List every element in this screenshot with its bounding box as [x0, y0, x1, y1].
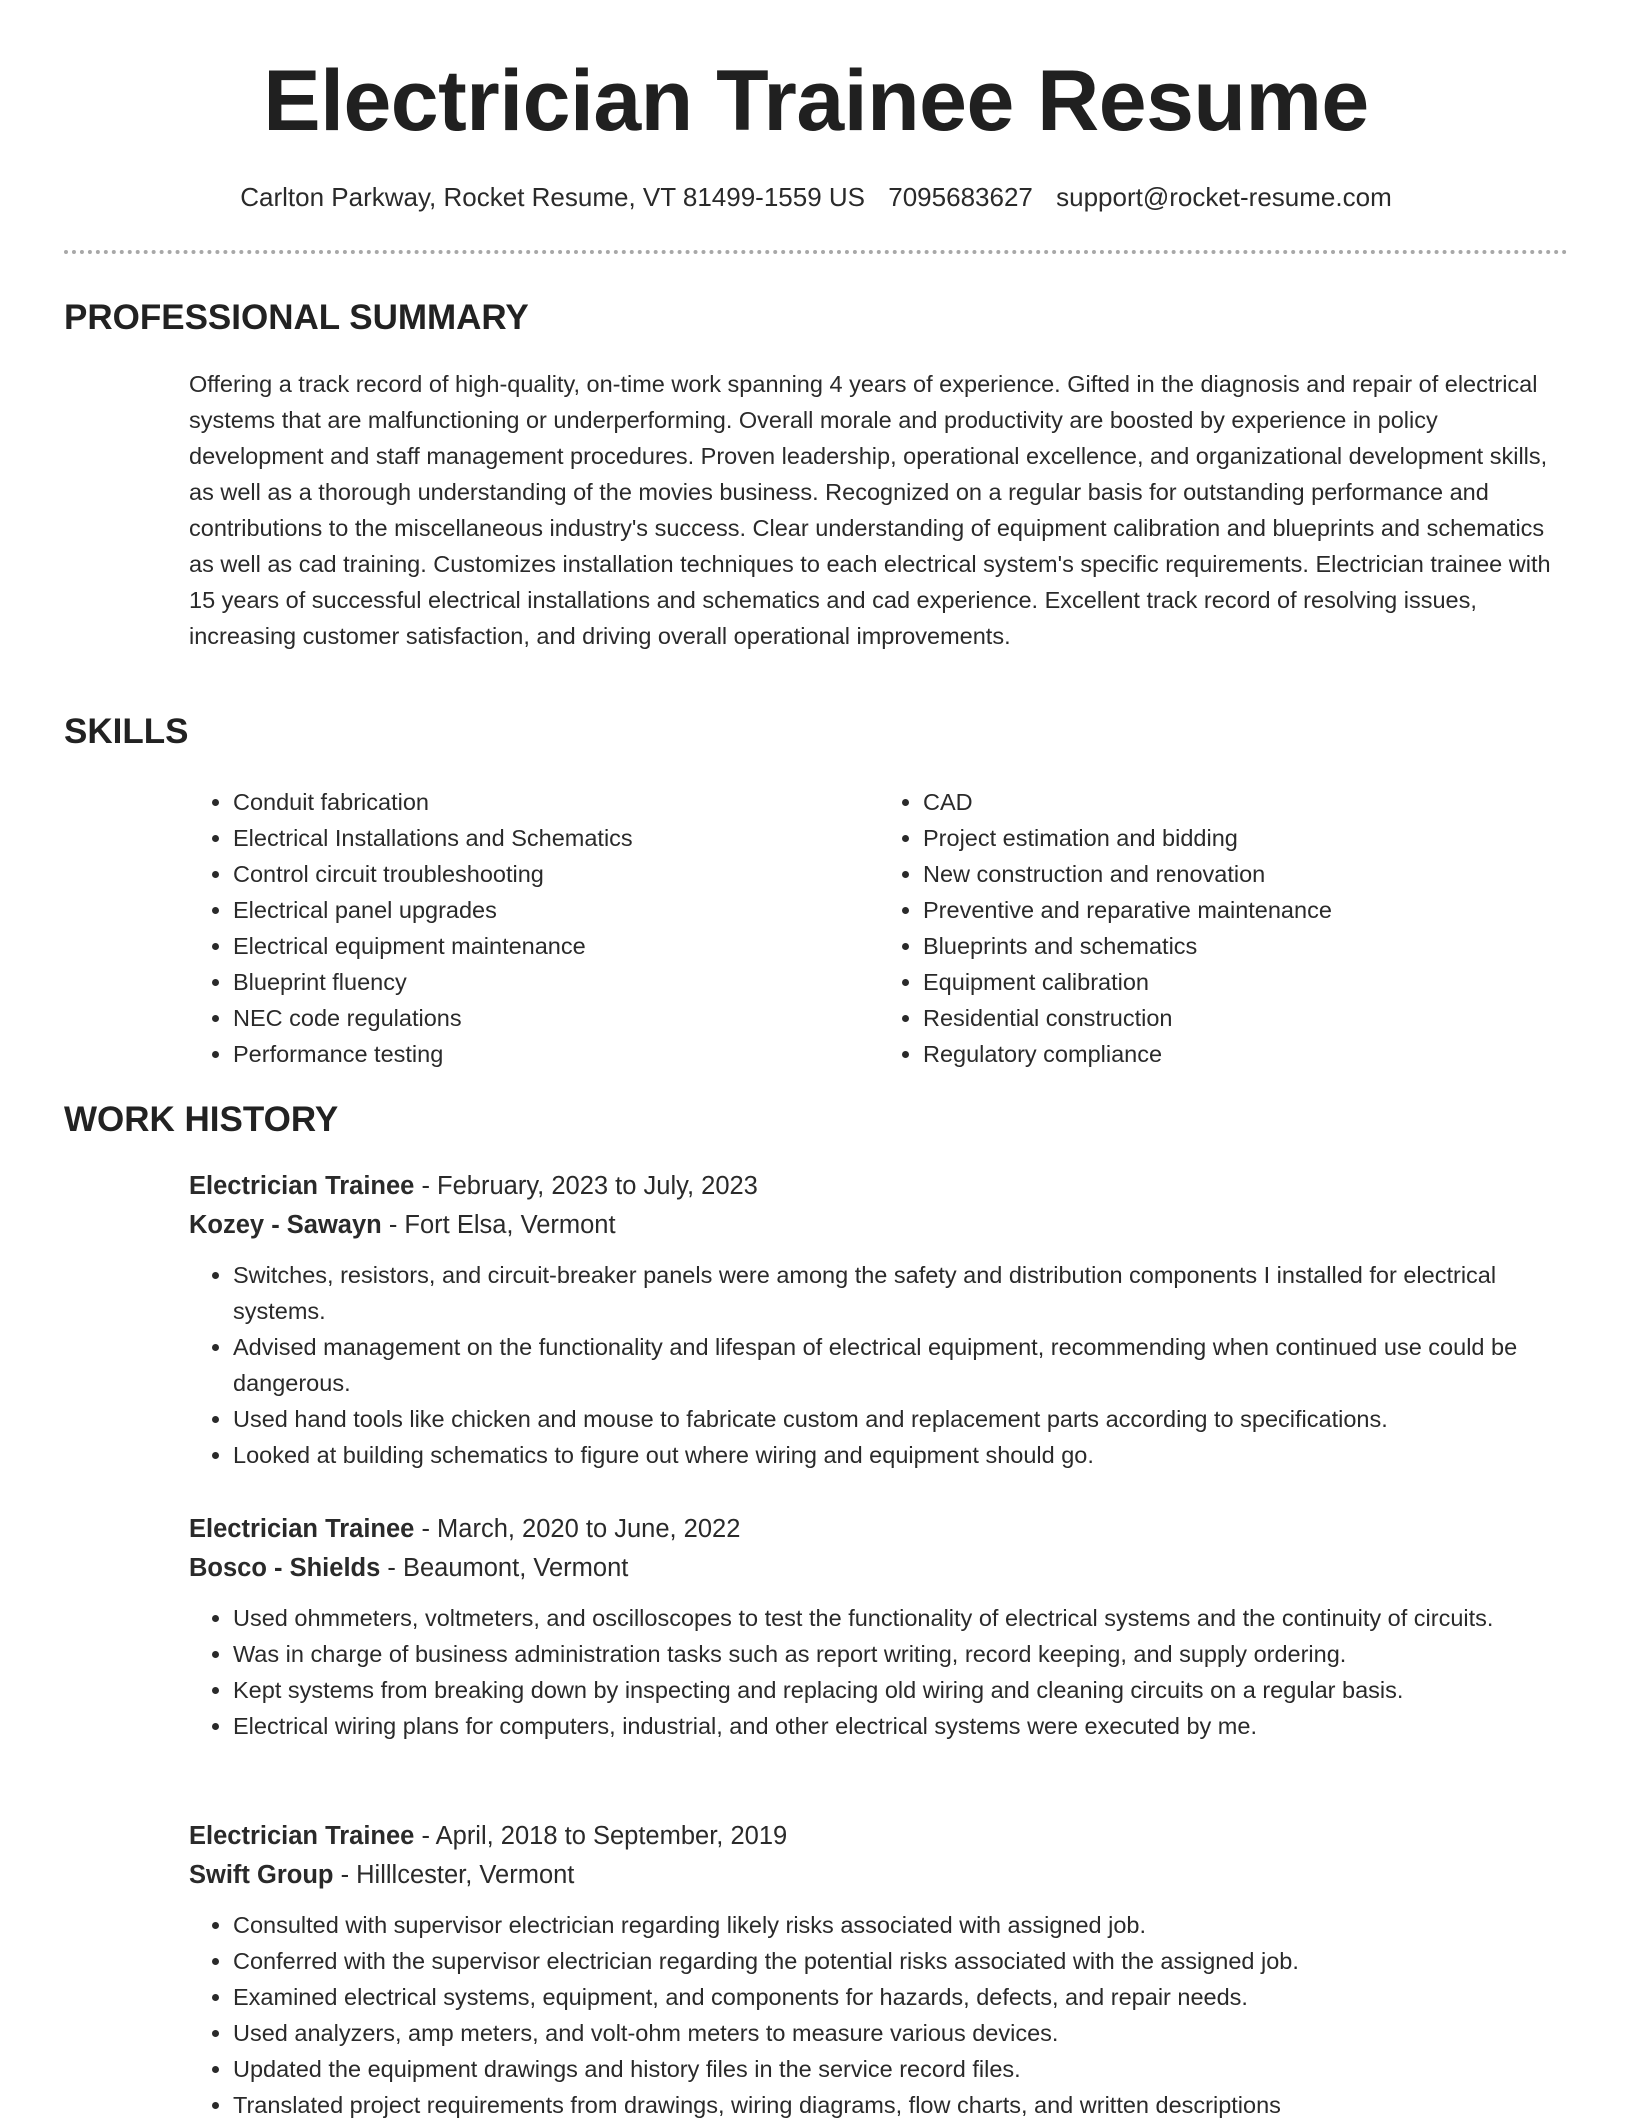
- summary-heading: PROFESSIONAL SUMMARY: [64, 298, 529, 337]
- job-dates: - March, 2020 to June, 2022: [414, 1515, 741, 1543]
- skill-item: • Regulatory compliance: [923, 1036, 1569, 1072]
- job-duty: • Used analyzers, amp meters, and volt-ohm meters to measure various devices.: [233, 2015, 1569, 2051]
- job-dates: - February, 2023 to July, 2023: [414, 1172, 758, 1200]
- job-location: - Beaumont, Vermont: [380, 1554, 629, 1582]
- job-company: Swift Group: [189, 1861, 334, 1889]
- skill-item: • Blueprints and schematics: [923, 928, 1569, 964]
- contact-address: Carlton Parkway, Rocket Resume, VT 81499-1559 US: [240, 182, 866, 212]
- job-duty: • Advised management on the functionality and lifespan of electrical equipment, recommending when continued use could be dangerous.: [233, 1329, 1569, 1401]
- work-history-heading: WORK HISTORY: [64, 1100, 339, 1139]
- job-company: Bosco - Shields: [189, 1554, 381, 1582]
- job-duty: • Kept systems from breaking down by inspecting and replacing old wiring and cleaning circuits on a regular basis.: [233, 1672, 1569, 1708]
- job-duty: • Examined electrical systems, equipment, and components for hazards, defects, and repair needs.: [233, 1979, 1569, 2015]
- skill-item: • CAD: [923, 784, 1569, 820]
- skill-item: • New construction and renovation: [923, 856, 1569, 892]
- job-duty: • Looked at building schematics to figure out where wiring and equipment should go.: [233, 1437, 1569, 1473]
- header-divider: [64, 250, 1568, 254]
- skill-item: • NEC code regulations: [233, 1000, 879, 1036]
- job-company: Kozey - Sawayn: [189, 1211, 382, 1239]
- job-duties: [189, 1257, 1569, 1473]
- job-entry: [189, 1817, 1569, 2123]
- job-location: - Fort Elsa, Vermont: [381, 1211, 616, 1239]
- job-title-line: [189, 1510, 1569, 1549]
- job-title: Electrician Trainee: [189, 1515, 415, 1543]
- skill-item: • Blueprint fluency: [233, 964, 879, 1000]
- skills-column-right: [879, 784, 1569, 1072]
- skill-item: • Conduit fabrication: [233, 784, 879, 820]
- job-title-line: [189, 1167, 1569, 1206]
- resume-title: Electrician Trainee Resume: [263, 53, 1369, 149]
- summary-text: Offering a track record of high-quality, on-time work spanning 4 years of experience. Gifted in the diagnosis and repair of electrical systems that are malfunctioning or underperforming. Overall morale and productivity are boosted by experience in policy development and staff management procedures. Proven leadership, operational excellence, and organizational development skills, as well as a thorough understanding of the movies business. Recognized on a regular basis for outstanding performance and contributions to the miscellaneous industry's success. Clear understanding of equipment calibration and blueprints and schematics as well as cad training. Customizes installation techniques to each electrical system's specific requirements. Electrician trainee with 15 years of successful electrical installations and schematics and cad experience. Excellent track record of resolving issues, increasing customer satisfaction, and driving overall operational improvements.: [189, 371, 1551, 649]
- contact-email: support@rocket-resume.com: [1056, 182, 1392, 212]
- job-entry: [189, 1510, 1569, 1744]
- skill-item: • Electrical equipment maintenance: [233, 928, 879, 964]
- job-duty: • Was in charge of business administration tasks such as report writing, record keeping, and supply ordering.: [233, 1636, 1569, 1672]
- job-duty: • Conferred with the supervisor electrician regarding the potential risks associated with the assigned job.: [233, 1943, 1569, 1979]
- job-duties: [189, 1907, 1569, 2123]
- skill-item: • Control circuit troubleshooting: [233, 856, 879, 892]
- job-company-line: [189, 1206, 1569, 1245]
- skill-item: • Electrical Installations and Schematics: [233, 820, 879, 856]
- job-entry: [189, 1167, 1569, 1473]
- job-title: Electrician Trainee: [189, 1172, 415, 1200]
- skills-list: [189, 784, 1569, 1072]
- job-duty: • Translated project requirements from drawings, wiring diagrams, flow charts, and written descriptions: [233, 2087, 1569, 2123]
- skill-item: • Performance testing: [233, 1036, 879, 1072]
- skill-item: • Equipment calibration: [923, 964, 1569, 1000]
- job-duty: • Switches, resistors, and circuit-breaker panels were among the safety and distribution components I installed for electrical systems.: [233, 1257, 1569, 1329]
- skills-heading: SKILLS: [64, 712, 189, 751]
- job-duty: • Used ohmmeters, voltmeters, and oscilloscopes to test the functionality of electrical systems and the continuity of circuits.: [233, 1600, 1569, 1636]
- job-title: Electrician Trainee: [189, 1822, 415, 1850]
- skill-item: • Residential construction: [923, 1000, 1569, 1036]
- job-duty: • Electrical wiring plans for computers, industrial, and other electrical systems were executed by me.: [233, 1708, 1569, 1744]
- contact-line: [0, 182, 1632, 213]
- contact-phone: 7095683627: [888, 182, 1033, 212]
- job-duties: [189, 1600, 1569, 1744]
- job-duty: • Updated the equipment drawings and history files in the service record files.: [233, 2051, 1569, 2087]
- skill-item: • Project estimation and bidding: [923, 820, 1569, 856]
- skill-item: • Electrical panel upgrades: [233, 892, 879, 928]
- skills-column-left: [189, 784, 879, 1072]
- job-company-line: [189, 1549, 1569, 1588]
- job-location: - Hilllcester, Vermont: [333, 1861, 575, 1889]
- job-company-line: [189, 1856, 1569, 1895]
- job-title-line: [189, 1817, 1569, 1856]
- job-duty: • Used hand tools like chicken and mouse to fabricate custom and replacement parts according to specifications.: [233, 1401, 1569, 1437]
- job-duty: • Consulted with supervisor electrician regarding likely risks associated with assigned job.: [233, 1907, 1569, 1943]
- skill-item: • Preventive and reparative maintenance: [923, 892, 1569, 928]
- job-dates: - April, 2018 to September, 2019: [414, 1822, 788, 1850]
